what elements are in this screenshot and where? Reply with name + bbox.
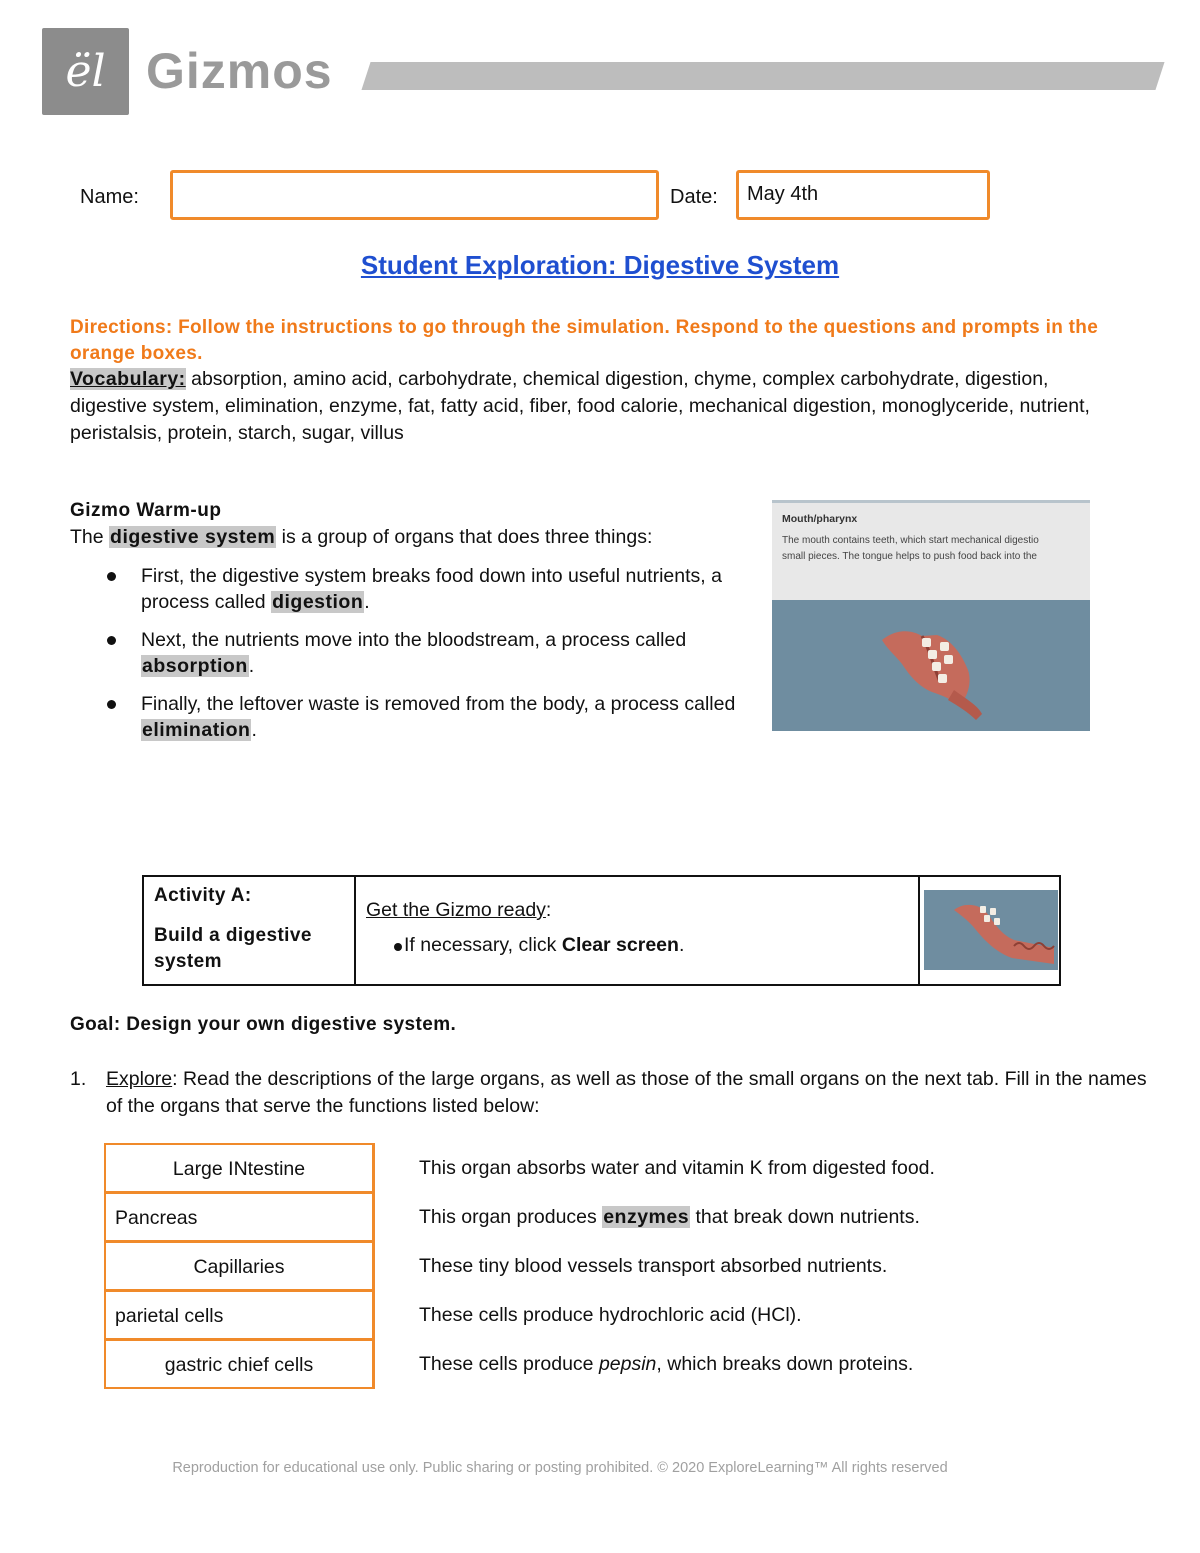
term-highlight: elimination <box>142 719 251 741</box>
step-text: If necessary, click <box>404 934 562 956</box>
organ-description-4 <box>419 1304 802 1327</box>
question-body: : Read the descriptions of the large organs, as well as those of the small organs on the next tab. Fill in the names of the organs that serve the functions listed below: <box>106 1068 1147 1117</box>
vocabulary-terms: absorption, amino acid, carbohydrate, chemical digestion, chyme, complex carbohydrate, digestion, digestive system, elimination, enzyme, fat, fatty acid, fiber, food calorie, mechanical digestion, monoglyceride, nutrient, peristalsis, protein, starch, sugar, villus <box>70 368 1090 444</box>
list-item <box>104 563 754 615</box>
answer-field-2[interactable]: Pancreas <box>104 1192 375 1242</box>
desc-text: These tiny blood vessels transport absorbed nutrients. <box>419 1255 888 1277</box>
date-label: Date: <box>670 186 718 208</box>
desc-text: These cells produce <box>419 1353 599 1375</box>
activity-table <box>142 875 1061 986</box>
name-field[interactable] <box>170 170 659 220</box>
caption-line: small pieces. The tongue helps to push food back into the <box>782 551 1037 562</box>
logo-mark: ël <box>65 46 106 97</box>
copyright-footer: Reproduction for educational use only. Public sharing or posting prohibited. © 2020 ExploreLearning™ All rights reserved <box>172 1460 948 1476</box>
digestive-thumbnail <box>924 890 1058 970</box>
desc-text: This organ absorbs water and vitamin K from digested food. <box>419 1157 935 1179</box>
term-pepsin: pepsin <box>598 1353 657 1375</box>
list-item <box>366 934 908 957</box>
bullet-text: Next, the nutrients move into the bloodstream, a process called <box>141 629 687 651</box>
bullet-punct: . <box>364 591 370 613</box>
activity-name: Build a digestive system <box>154 925 312 972</box>
term-enzymes: enzymes <box>603 1206 690 1228</box>
desc-text-end: that break down nutrients. <box>690 1206 920 1228</box>
directions-text: Directions: Follow the instructions to go through the simulation. Respond to the questions and prompts in the orange boxes. <box>70 317 1099 364</box>
desc-text: These cells produce hydrochloric acid (HCl). <box>419 1304 802 1326</box>
answer-field-4[interactable]: parietal cells <box>104 1290 375 1340</box>
bullet-punct: . <box>251 719 257 741</box>
clear-screen-label: Clear screen <box>561 934 679 956</box>
warmup-bullet-list <box>104 563 754 755</box>
organ-description-3 <box>419 1255 887 1278</box>
digestive-tract-illustration <box>924 890 1058 970</box>
bullet-punct: . <box>248 655 255 677</box>
page-title: Student Exploration: Digestive System <box>360 250 840 280</box>
question-1 <box>70 1066 1150 1120</box>
gizmo-screenshot <box>772 500 1090 731</box>
desc-text-end: , which breaks down proteins. <box>656 1353 914 1375</box>
warmup-intro <box>70 526 652 549</box>
desc-text: This organ produces <box>419 1206 603 1228</box>
name-label: Name: <box>80 186 139 208</box>
ready-colon: : <box>545 899 552 921</box>
intro-text: The <box>70 526 110 548</box>
organ-description-5 <box>419 1353 913 1376</box>
list-item <box>104 691 754 743</box>
bullet-icon <box>107 572 116 581</box>
get-ready-heading: Get the Gizmo ready <box>366 899 546 921</box>
answer-field-5[interactable]: gastric chief cells <box>104 1339 375 1389</box>
caption-title: Mouth/pharynx <box>782 513 858 525</box>
step-punct: . <box>678 934 685 956</box>
answer-field-1[interactable]: Large INtestine <box>104 1143 375 1193</box>
question-number: 1. <box>70 1068 87 1090</box>
bullet-icon <box>107 700 116 709</box>
term-highlight: absorption <box>142 655 248 677</box>
vocabulary-section <box>70 366 1130 447</box>
activity-label: Activity A: <box>154 885 252 906</box>
activity-title-cell <box>144 877 356 984</box>
vocabulary-label: Vocabulary: <box>70 368 186 390</box>
goal-heading: Goal: Design your own digestive system. <box>70 1014 457 1035</box>
warmup-heading: Gizmo Warm-up <box>70 500 222 521</box>
bullet-icon <box>394 943 402 951</box>
date-field[interactable]: May 4th <box>736 170 990 220</box>
brand-name: Gizmos <box>146 43 333 99</box>
question-text <box>106 1066 1150 1120</box>
caption-line: The mouth contains teeth, which start mechanical digestio <box>782 535 1039 546</box>
activity-instructions-cell <box>356 877 920 984</box>
organ-description-2 <box>419 1206 920 1229</box>
bullet-icon <box>107 636 116 645</box>
term-highlight: digestion <box>272 591 364 613</box>
mouth-pharynx-illustration <box>772 500 1090 731</box>
bullet-text: First, the digestive system breaks food down into useful nutrients, a process called <box>141 565 722 613</box>
answer-field-3[interactable]: Capillaries <box>104 1241 375 1291</box>
organ-description-1 <box>419 1157 935 1180</box>
header-divider <box>361 62 1164 90</box>
gizmos-logo <box>42 28 129 115</box>
list-item <box>104 627 754 679</box>
bullet-text: Finally, the leftover waste is removed from the body, a process called <box>141 693 736 715</box>
activity-image-cell <box>920 877 1059 984</box>
intro-text-end: is a group of organs that does three things: <box>276 526 653 548</box>
term-digestive-system: digestive system <box>110 526 276 548</box>
explore-label: Explore <box>106 1068 173 1090</box>
